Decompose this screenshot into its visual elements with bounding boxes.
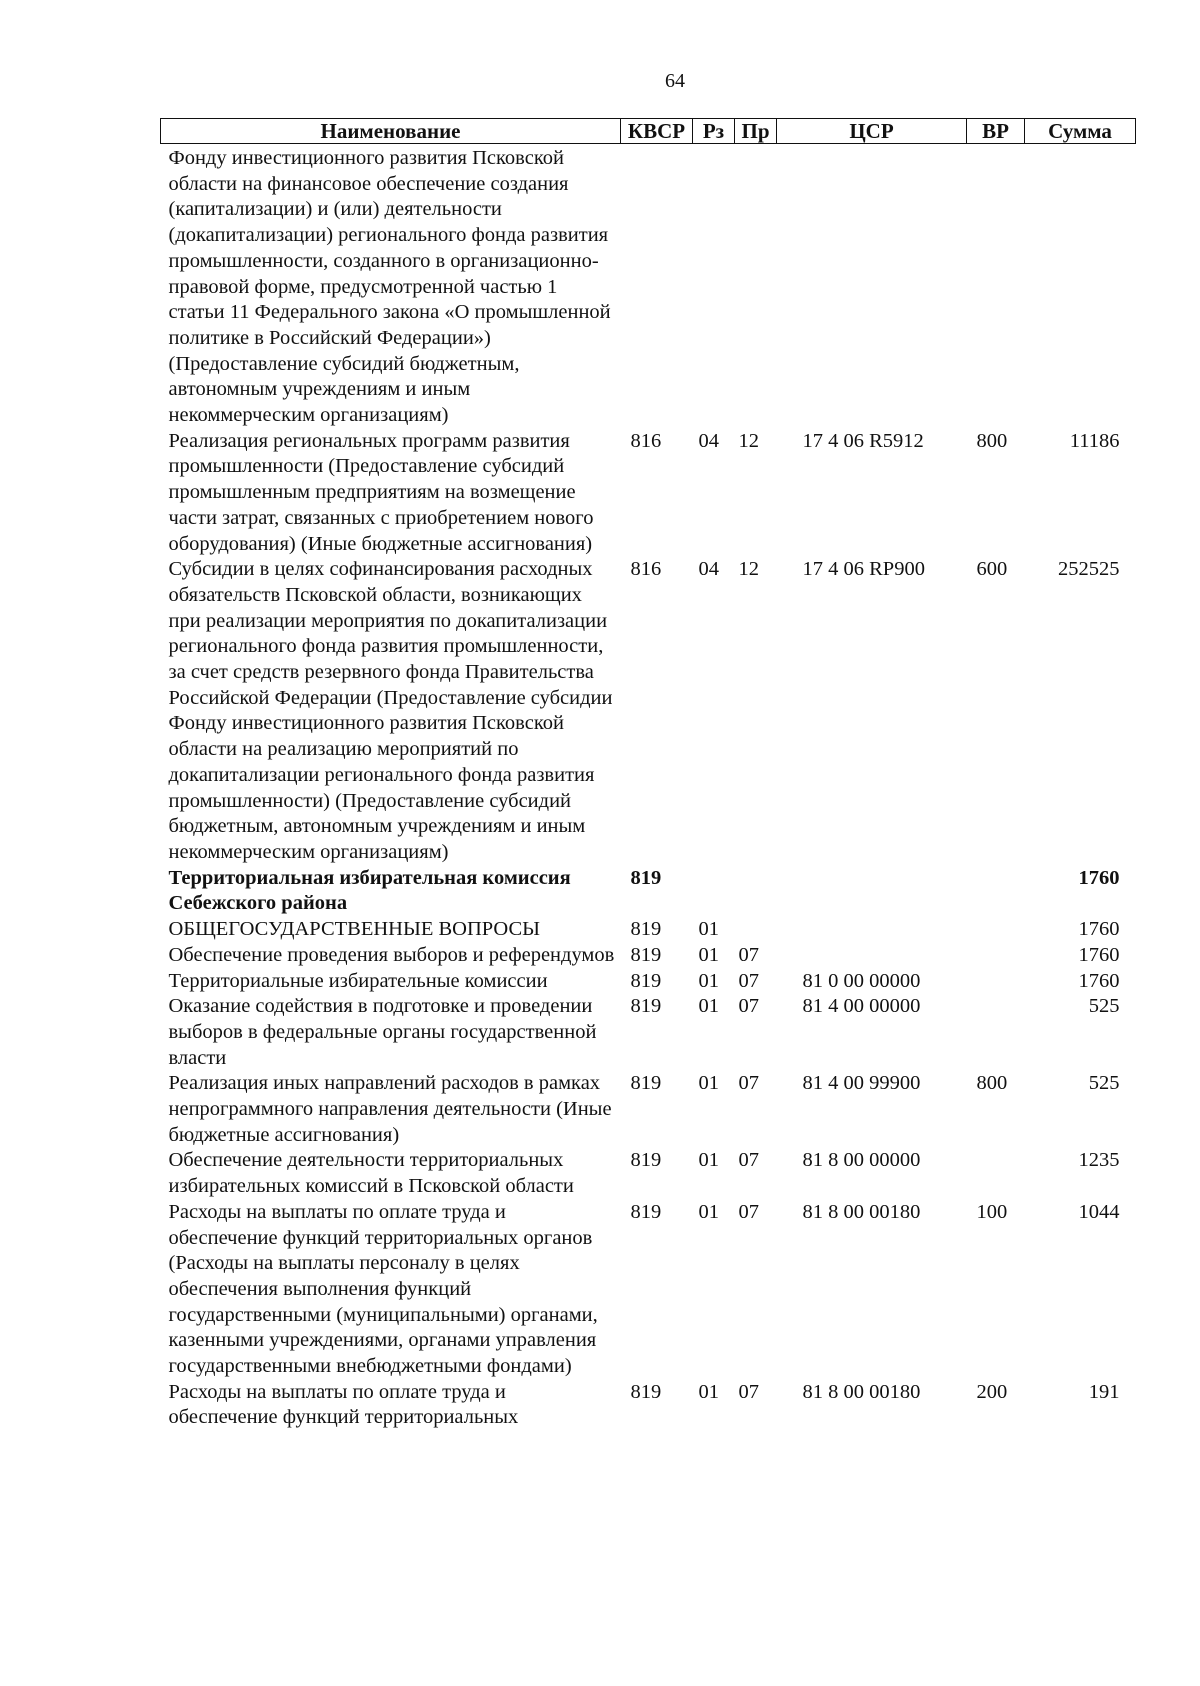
cell-vr: 800 <box>976 1072 1008 1095</box>
table-row <box>161 1380 1136 1431</box>
cell-sum: 1044 <box>1078 1200 1120 1223</box>
table-row <box>161 1148 1136 1199</box>
cell-csr: 81 0 00 00000 <box>802 969 921 992</box>
cell-rz: 01 <box>698 1149 719 1172</box>
header-kvsr: КВСР <box>621 119 693 144</box>
cell-csr: 81 4 00 00000 <box>802 995 921 1018</box>
cell-rz: 01 <box>698 1380 719 1403</box>
cell-pr: 07 <box>738 1149 759 1172</box>
cell-rz: 01 <box>698 943 719 966</box>
header-name: Наименование <box>161 119 621 144</box>
cell-sum: 191 <box>1088 1380 1120 1403</box>
cell-csr: 17 4 06 RP900 <box>802 558 925 581</box>
cell-pr <box>735 866 777 917</box>
cell-vr <box>967 1148 1025 1199</box>
header-vr: ВР <box>967 119 1025 144</box>
cell-name: Обеспечение деятельности территориальных избирательных комиссий в Псковской области <box>168 1149 574 1198</box>
cell-rz: 04 <box>698 558 719 581</box>
cell-kvsr: 816 <box>630 429 662 452</box>
cell-kvsr: 819 <box>630 918 662 941</box>
cell-vr: 800 <box>976 429 1008 452</box>
cell-name: Фонду инвестиционного развития Псковской области на финансовое обеспечение создания (капитализации) и (или) деятельности (докапитализации) регионального фонда развития промышленности, созданного в организационно-правовой форме, предусмотренной частью 1 статьи 11 Федерального закона «О промышленной политике в Российский Федерации») (Предоставление субсидий бюджетным, автономным учреждениям и иным некоммерческим организациям) <box>168 147 611 427</box>
cell-csr: 81 4 00 99900 <box>802 1072 921 1095</box>
cell-vr: 600 <box>976 558 1008 581</box>
cell-kvsr: 819 <box>630 1149 662 1172</box>
table-row <box>161 994 1136 1071</box>
cell-vr <box>967 994 1025 1071</box>
cell-pr: 07 <box>738 1200 759 1223</box>
header-sum: Сумма <box>1025 119 1136 144</box>
table-row <box>161 144 1136 429</box>
cell-pr: 07 <box>738 995 759 1018</box>
header-pr: Пр <box>735 119 777 144</box>
cell-rz <box>693 866 735 917</box>
cell-kvsr: 819 <box>630 969 662 992</box>
cell-rz <box>693 144 735 429</box>
cell-vr: 200 <box>976 1380 1008 1403</box>
cell-kvsr: 819 <box>630 1380 662 1403</box>
cell-sum: 11186 <box>1069 429 1120 452</box>
cell-name: ОБЩЕГОСУДАРСТВЕННЫЕ ВОПРОСЫ <box>168 918 541 941</box>
cell-csr: 81 8 00 00180 <box>802 1200 921 1223</box>
cell-rz: 01 <box>698 969 719 992</box>
table-row <box>161 1200 1136 1380</box>
cell-kvsr: 819 <box>630 1200 662 1223</box>
cell-csr: 81 8 00 00000 <box>802 1149 921 1172</box>
cell-csr: 81 8 00 00180 <box>802 1380 921 1403</box>
cell-sum: 252525 <box>1058 558 1120 581</box>
cell-name: Расходы на выплаты по оплате труда и обеспечение функций территориальных <box>168 1380 519 1429</box>
page-number: 64 <box>665 70 685 92</box>
cell-kvsr: 819 <box>630 1072 662 1095</box>
table-row <box>161 943 1136 969</box>
cell-vr <box>967 144 1025 429</box>
table-row <box>161 969 1136 995</box>
cell-csr <box>777 943 967 969</box>
cell-kvsr: 816 <box>630 558 662 581</box>
cell-sum: 1760 <box>1078 866 1120 889</box>
cell-rz: 01 <box>698 918 719 941</box>
cell-vr <box>967 943 1025 969</box>
cell-csr <box>777 917 967 943</box>
cell-sum: 1760 <box>1078 918 1120 941</box>
cell-csr <box>777 144 967 429</box>
cell-rz: 01 <box>698 995 719 1018</box>
budget-table <box>160 118 1136 1431</box>
cell-sum: 525 <box>1088 1072 1120 1095</box>
cell-vr <box>967 969 1025 995</box>
cell-sum <box>1025 144 1136 429</box>
cell-name: Расходы на выплаты по оплате труда и обеспечение функций территориальных органов (Расходы на выплаты персоналу в целях обеспечения выполнения функций государственными (муниципальными) органами, казенными учреждениями, органами управления государственными внебюджетными фондами) <box>168 1200 598 1378</box>
cell-pr: 07 <box>738 943 759 966</box>
table-row <box>161 429 1136 558</box>
cell-vr: 100 <box>976 1200 1008 1223</box>
table-row <box>161 866 1136 917</box>
cell-sum: 525 <box>1088 995 1120 1018</box>
cell-name: Оказание содействия в подготовке и проведении выборов в федеральные органы государственной власти <box>168 995 597 1069</box>
header-rz: Рз <box>693 119 735 144</box>
cell-kvsr: 819 <box>630 995 662 1018</box>
cell-vr <box>967 866 1025 917</box>
table-row <box>161 557 1136 865</box>
cell-name: Территориальная избирательная комиссия Себежского района <box>168 866 571 915</box>
cell-csr <box>777 866 967 917</box>
cell-name: Территориальные избирательные комиссии <box>168 969 548 992</box>
cell-name: Обеспечение проведения выборов и референдумов <box>168 943 615 966</box>
cell-pr: 12 <box>738 558 759 581</box>
cell-rz: 01 <box>698 1200 719 1223</box>
cell-sum: 1760 <box>1078 943 1120 966</box>
cell-kvsr <box>621 144 693 429</box>
cell-sum: 1760 <box>1078 969 1120 992</box>
table-row <box>161 917 1136 943</box>
cell-pr <box>735 917 777 943</box>
cell-pr <box>735 144 777 429</box>
cell-rz: 04 <box>698 429 719 452</box>
header-csr: ЦСР <box>777 119 967 144</box>
cell-kvsr: 819 <box>630 866 662 889</box>
cell-kvsr: 819 <box>630 943 662 966</box>
cell-name: Субсидии в целях софинансирования расходных обязательств Псковской области, возникающих при реализации мероприятия по докапитализации регионального фонда развития промышленности, за счет средств резервного фонда Правительства Российской Федерации (Предоставление субсидии Фонду инвестиционного развития Псковской области на реализацию мероприятий по докапитализации регионального фонда развития промышленности) (Предоставление субсидий бюджетным, автономным учреждениям и иным некоммерческим организациям) <box>168 558 613 863</box>
table-header-row <box>161 119 1136 144</box>
cell-name: Реализация иных направлений расходов в рамках непрограммного направления деятельности (Иные бюджетные ассигнования) <box>168 1072 612 1146</box>
cell-pr: 07 <box>738 1380 759 1403</box>
cell-sum: 1235 <box>1078 1149 1120 1172</box>
cell-name: Реализация региональных программ развития промышленности (Предоставление субсидий промышленным предприятиям на возмещение части затрат, связанных с приобретением нового оборудования) (Иные бюджетные ассигнования) <box>168 429 594 555</box>
cell-pr: 12 <box>738 429 759 452</box>
cell-rz: 01 <box>698 1072 719 1095</box>
table-row <box>161 1071 1136 1148</box>
cell-csr: 17 4 06 R5912 <box>802 429 924 452</box>
table-body <box>161 144 1136 1432</box>
cell-pr: 07 <box>738 1072 759 1095</box>
cell-vr <box>967 917 1025 943</box>
cell-pr: 07 <box>738 969 759 992</box>
